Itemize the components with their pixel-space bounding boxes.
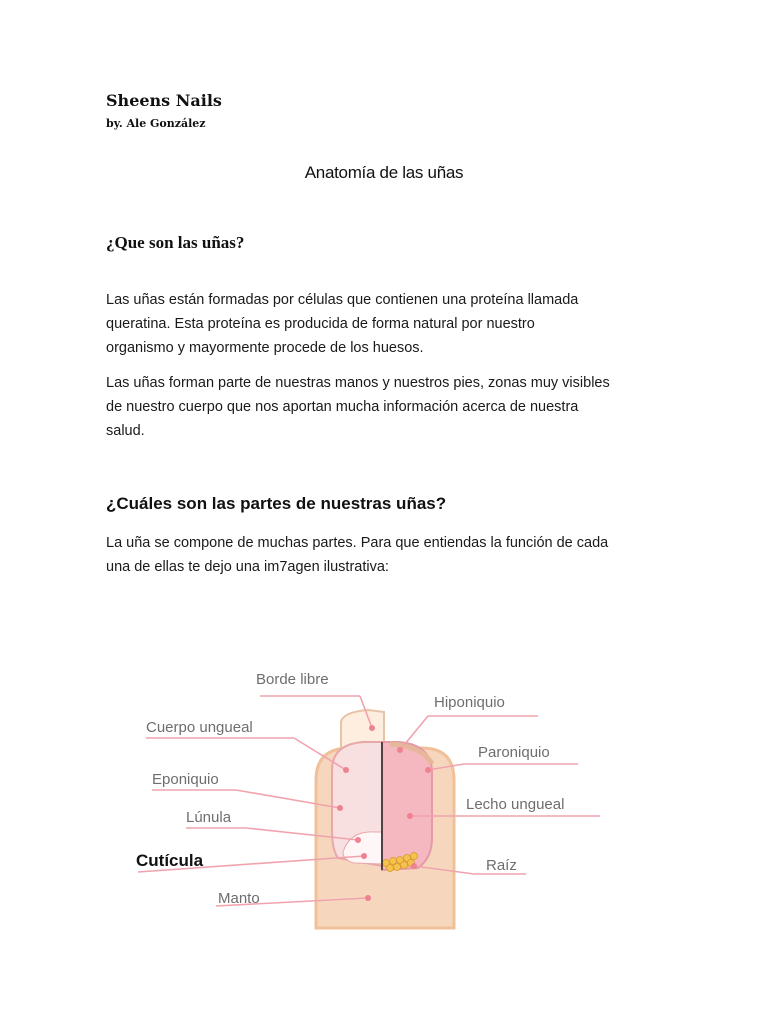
label-manto: Manto xyxy=(218,890,260,907)
label-lecho-ungueal: Lecho ungueal xyxy=(466,796,565,813)
label-hiponiquio: Hiponiquio xyxy=(434,694,505,711)
label-paroniquio: Paroniquio xyxy=(478,744,550,761)
paragraph-nails-health xyxy=(106,371,666,443)
nail-anatomy-illustration xyxy=(128,660,608,940)
paragraph-line: Las uñas están formadas por células que contienen una proteína llamada xyxy=(106,292,579,308)
label-cuerpo-ungueal: Cuerpo ungueal xyxy=(146,719,253,736)
label-lunula: Lúnula xyxy=(186,809,232,826)
paragraph-line: salud. xyxy=(106,423,145,439)
label-borde-libre: Borde libre xyxy=(256,671,329,688)
paragraph-line: queratina. Esta proteína es producida de forma natural por nuestro xyxy=(106,316,535,332)
section-heading-what-are-nails: ¿Que son las uñas? xyxy=(106,233,245,252)
label-raiz: Raíz xyxy=(486,857,517,874)
author-line: by. Ale González xyxy=(106,117,206,130)
document-title: Anatomía de las uñas xyxy=(304,163,464,182)
label-cuticula: Cutícula xyxy=(136,851,204,870)
label-eponiquio: Eponiquio xyxy=(152,771,219,788)
paragraph-line: organismo y mayormente procede de los huesos. xyxy=(106,340,424,356)
nail-bed-shape xyxy=(382,742,432,870)
paragraph-nail-parts-intro xyxy=(106,531,666,579)
paragraph-line: una de ellas te dejo una im7agen ilustrativa: xyxy=(106,559,389,575)
paragraph-line: La uña se compone de muchas partes. Para que entiendas la función de cada xyxy=(106,535,609,551)
section-heading-nail-parts: ¿Cuáles son las partes de nuestras uñas? xyxy=(106,494,447,513)
nail-anatomy-figure xyxy=(128,660,608,940)
brand-title: Sheens Nails xyxy=(106,91,222,110)
paragraph-line: Las uñas forman parte de nuestras manos y nuestros pies, zonas muy visibles xyxy=(106,375,610,391)
paragraph-line: de nuestro cuerpo que nos aportan mucha información acerca de nuestra xyxy=(106,399,579,415)
paragraph-nails-composition xyxy=(106,288,666,360)
